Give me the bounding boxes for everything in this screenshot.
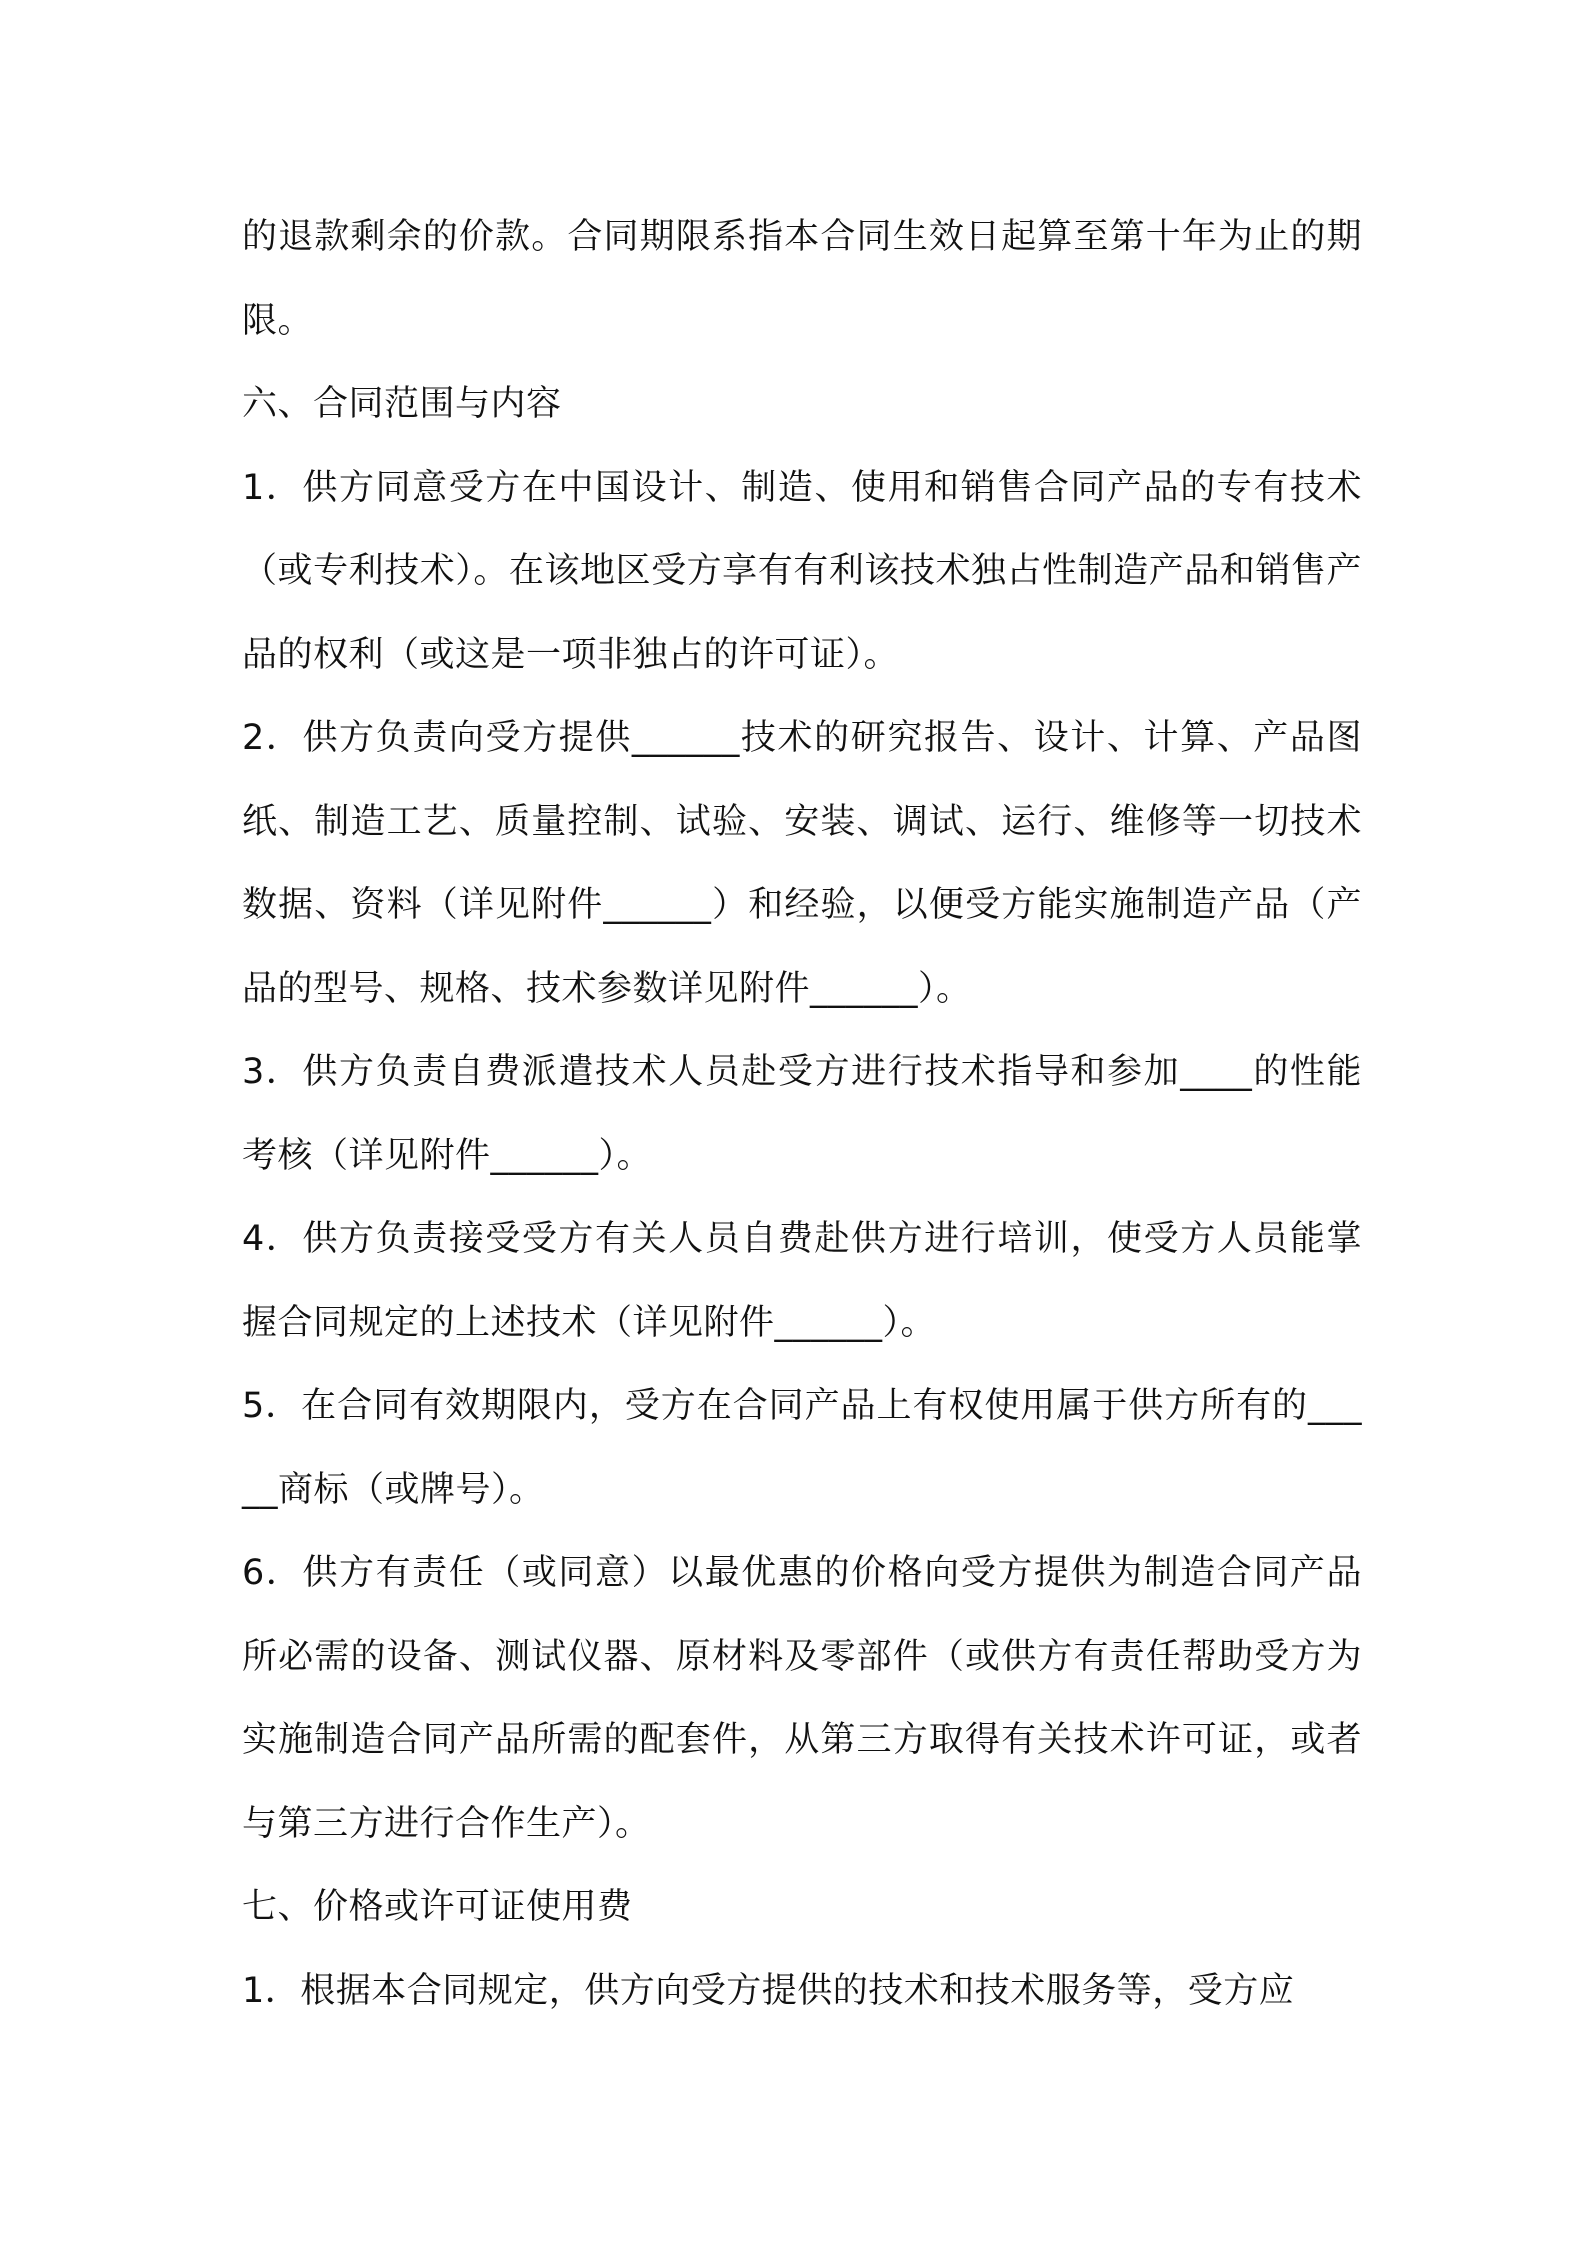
paragraph-refund-term: 的退款剩余的价款。合同期限系指本合同生效日起算至第十年为止的期限。: [242, 217, 1362, 341]
clause-6-3: 3．供方负责自费派遣技术人员赴受方进行技术指导和参加____的性能考核（详见附件______）。: [242, 1052, 1362, 1176]
section-heading-scope: 六、合同范围与内容: [242, 384, 562, 424]
clause-6-1: 1．供方同意受方在中国设计、制造、使用和销售合同产品的专有技术（或专利技术）。在该地区受方享有有利该技术独占性制造产品和销售产品的权利（或这是一项非独占的许可证）。: [242, 467, 1362, 675]
clause-6-4: 4．供方负责接受受方有关人员自费赴供方进行培训，使受方人员能掌握合同规定的上述技术（详见附件______）。: [242, 1219, 1362, 1343]
clause-6-2: 2．供方负责向受方提供______技术的研究报告、设计、计算、产品图纸、制造工艺、质量控制、试验、安装、调试、运行、维修等一切技术数据、资料（详见附件______）和经验，以便受方能实施制造产品（产品的型号、规格、技术参数详见附件______）。: [242, 718, 1362, 1009]
clause-6-5: 5．在合同有效期限内，受方在合同产品上有权使用属于供方所有的_____商标（或牌号）。: [242, 1386, 1362, 1510]
clause-6-6: 6．供方有责任（或同意）以最优惠的价格向受方提供为制造合同产品所必需的设备、测试仪器、原材料及零部件（或供方有责任帮助受方为实施制造合同产品所需的配套件，从第三方取得有关技术许可证，或者与第三方进行合作生产）。: [242, 1553, 1362, 1844]
document-body: [242, 196, 1362, 2033]
clause-7-1: 1．根据本合同规定，供方向受方提供的技术和技术服务等，受方应: [242, 1970, 1295, 2011]
section-heading-price: 七、价格或许可证使用费: [242, 1887, 633, 1927]
